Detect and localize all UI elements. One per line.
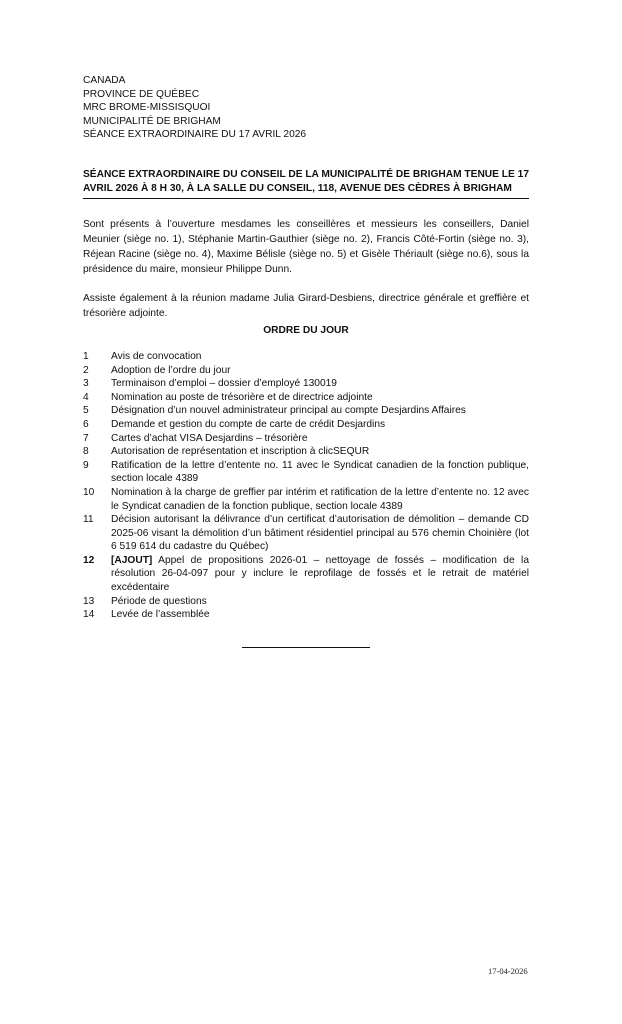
agenda-item-number: 11: [83, 514, 94, 526]
agenda-item-number: 14: [83, 609, 95, 621]
agenda-item: [83, 554, 529, 595]
agenda-item-text: [111, 418, 529, 432]
header-line-municipality: MUNICIPALITÉ DE BRIGHAM: [83, 115, 221, 127]
agenda-item-number: 2: [83, 364, 89, 376]
agenda-item-label: Désignation d’un nouvel administrateur principal au compte Desjardins Affaires: [111, 405, 466, 417]
agenda-item-label: Appel de propositions 2026-01 – nettoyage de fossés – modification de la résolution 26-04-097 pour y inclure le reprofilage de fossés et le retrait de matériel excédentaire: [111, 554, 529, 594]
agenda-item-number: 4: [83, 391, 89, 403]
header-block: [83, 74, 529, 142]
document-page: [83, 74, 529, 622]
agenda-item: [83, 513, 529, 554]
agenda-item-number: 8: [83, 446, 89, 458]
presence-paragraph: Sont présents à l’ouverture mesdames les conseillères et messieurs les conseillers, Daniel Meunier (siège no. 1), Stéphanie Martin-Gauthier (siège no. 2), Francis Côté-Fortin (siège no. 3), Réjean Racine (siège no. 4), Maxime Bélisle (siège no. 5) et Gisèle Thériault (siège no.6), sous la présidence du maire, monsieur Philippe Dunn.: [83, 218, 529, 275]
agenda-item: [83, 364, 529, 378]
agenda-item: [83, 432, 529, 446]
agenda-item-text: [111, 486, 529, 513]
agenda-item-number: 7: [83, 432, 89, 444]
agenda-item: [83, 377, 529, 391]
agenda-item-text: [111, 608, 529, 622]
agenda-item-label: Ratification de la lettre d’entente no. 11 avec le Syndicat canadien de la fonction publique, section locale 4389: [111, 459, 529, 485]
agenda-item-label: Avis de convocation: [111, 350, 202, 362]
agenda-item-text: [111, 391, 529, 405]
agenda-item-text: [111, 513, 529, 554]
agenda-item: [83, 418, 529, 432]
agenda-item-label: Décision autorisant la délivrance d’un certificat d’autorisation de démolition – demande CD 2025-06 visant la démolition d’un bâtiment résidentiel principal au 576 chemin Choinière (lot 6 519 614 du cadastre du Québec): [111, 514, 529, 553]
agenda-item-tag: [AJOUT]: [111, 554, 153, 566]
agenda-item: [83, 350, 529, 364]
agenda-item: [83, 459, 529, 486]
agenda-item: [83, 486, 529, 513]
agenda-item-text: [111, 364, 529, 378]
agenda-item-number: 9: [83, 459, 89, 471]
agenda-item: [83, 608, 529, 622]
agenda-item-text: [111, 377, 529, 391]
signature-line: [242, 647, 370, 648]
agenda-item-label: Nomination au poste de trésorière et de directrice adjointe: [111, 391, 373, 403]
agenda-item-text: [111, 445, 529, 459]
agenda-item-text: [111, 432, 529, 446]
agenda-item-number: 1: [83, 350, 89, 362]
agenda-item-number: 6: [83, 418, 89, 430]
footer-date: 17-04-2026: [488, 966, 528, 976]
header-line-mrc: MRC BROME-MISSISQUOI: [83, 102, 211, 114]
header-line-province: PROVINCE DE QUÉBEC: [83, 88, 200, 100]
agenda-item-label: Terminaison d’emploi – dossier d’employé 130019: [111, 378, 337, 390]
agenda-item-label: Cartes d’achat VISA Desjardins – trésorière: [111, 432, 308, 444]
header-line-country: CANADA: [83, 75, 126, 86]
agenda-item: [83, 595, 529, 609]
agenda-list: [83, 350, 529, 622]
agenda-item-label: Demande et gestion du compte de carte de crédit Desjardins: [111, 418, 386, 430]
agenda-item-number: 3: [83, 378, 89, 390]
document-title: SÉANCE EXTRAORDINAIRE DU CONSEIL DE LA MUNICIPALITÉ DE BRIGHAM TENUE LE 17 AVRIL 2026 À 8 H 30, À LA SALLE DU CONSEIL, 118, AVENUE DES CÈDRES À BRIGHAM: [83, 168, 529, 199]
agenda-item-label: Adoption de l’ordre du jour: [111, 364, 231, 376]
agenda-item-label: Période de questions: [111, 595, 207, 607]
agenda-item-text: [111, 350, 529, 364]
agenda-item-text: [111, 554, 529, 595]
agenda-item-number: 10: [83, 486, 95, 498]
agenda-item-text: [111, 595, 529, 609]
agenda-item: [83, 445, 529, 459]
agenda-item-label: Levée de l’assemblée: [111, 609, 210, 621]
agenda-item-number: 13: [83, 595, 95, 607]
agenda-item: [83, 404, 529, 418]
header-line-session: SÉANCE EXTRAORDINAIRE DU 17 AVRIL 2026: [83, 129, 307, 141]
agenda-item-label: Autorisation de représentation et inscription à clicSEQUR: [111, 446, 370, 458]
agenda-item-number: 12: [83, 554, 95, 566]
agenda-item-number: 5: [83, 405, 89, 417]
agenda-title: ORDRE DU JOUR: [263, 324, 349, 336]
assist-paragraph: Assiste également à la réunion madame Julia Girard-Desbiens, directrice générale et greffière et trésorière adjointe.: [83, 292, 529, 319]
agenda-item-text: [111, 459, 529, 486]
agenda-item-label: Nomination à la charge de greffier par intérim et ratification de la lettre d’entente no. 12 avec le Syndicat canadien de la fonction publique, section locale 4389: [111, 486, 529, 512]
agenda-item-text: [111, 404, 529, 418]
agenda-item: [83, 391, 529, 405]
